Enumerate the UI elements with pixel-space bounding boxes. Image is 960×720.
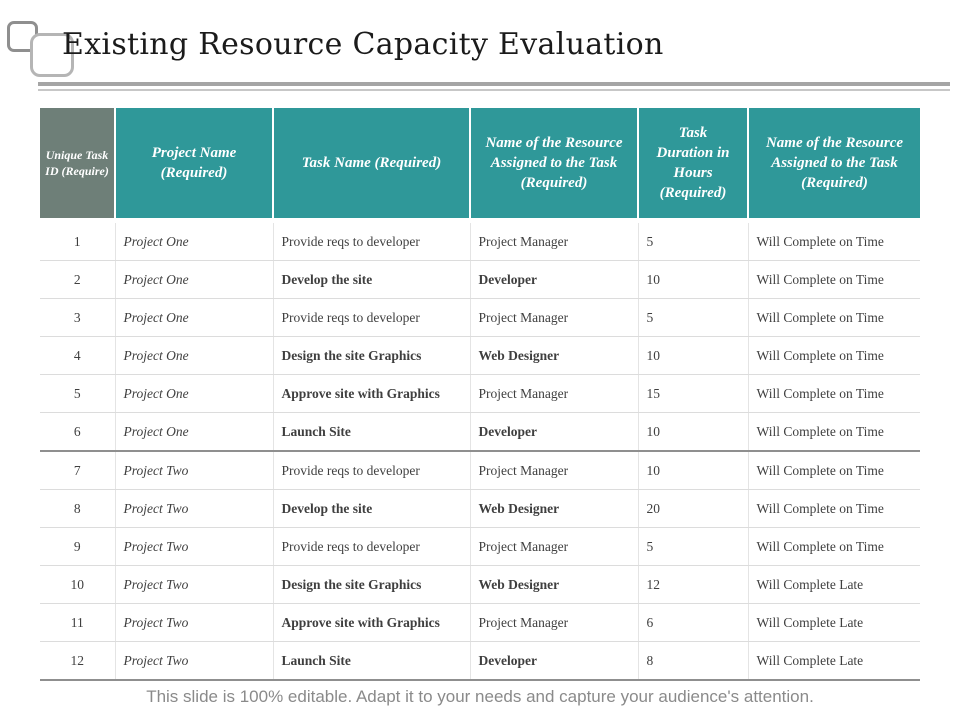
duration-cell: 8 — [638, 642, 748, 681]
project-name-cell: Project Two — [115, 490, 273, 528]
task-name-cell: Launch Site — [273, 642, 470, 681]
task-id-cell: 4 — [40, 337, 115, 375]
header-task-duration: Task Duration in Hours (Required) — [638, 108, 748, 221]
task-name-cell: Provide reqs to developer — [273, 528, 470, 566]
duration-cell: 12 — [638, 566, 748, 604]
status-cell: Will Complete Late — [748, 604, 920, 642]
header-task-name: Task Name (Required) — [273, 108, 470, 221]
task-name-cell: Approve site with Graphics — [273, 604, 470, 642]
table-row — [40, 375, 920, 413]
task-id-cell: 10 — [40, 566, 115, 604]
duration-cell: 10 — [638, 261, 748, 299]
table-row — [40, 604, 920, 642]
resource-cell: Project Manager — [470, 221, 638, 261]
project-name-cell: Project One — [115, 375, 273, 413]
table-row — [40, 299, 920, 337]
duration-cell: 5 — [638, 528, 748, 566]
table-row — [40, 337, 920, 375]
header-unique-task-id: Unique Task ID (Require) — [40, 108, 115, 221]
table-row — [40, 413, 920, 452]
project-name-cell: Project One — [115, 261, 273, 299]
project-name-cell: Project Two — [115, 604, 273, 642]
project-name-cell: Project Two — [115, 642, 273, 681]
overlapping-rounded-squares-icon — [0, 12, 60, 76]
editable-note: This slide is 100% editable. Adapt it to your needs and capture your audience's attention. — [146, 687, 814, 706]
project-name-cell: Project Two — [115, 451, 273, 490]
task-id-cell: 2 — [40, 261, 115, 299]
resource-cell: Web Designer — [470, 337, 638, 375]
task-id-cell: 11 — [40, 604, 115, 642]
status-cell: Will Complete on Time — [748, 528, 920, 566]
duration-cell: 20 — [638, 490, 748, 528]
project-name-cell: Project One — [115, 337, 273, 375]
project-name-cell: Project Two — [115, 528, 273, 566]
status-cell: Will Complete on Time — [748, 413, 920, 452]
resource-cell: Project Manager — [470, 604, 638, 642]
task-name-cell: Launch Site — [273, 413, 470, 452]
task-name-cell: Approve site with Graphics — [273, 375, 470, 413]
task-name-cell: Develop the site — [273, 261, 470, 299]
duration-cell: 6 — [638, 604, 748, 642]
task-id-cell: 7 — [40, 451, 115, 490]
page-title: Existing Resource Capacity Evaluation — [62, 27, 664, 62]
resource-cell: Web Designer — [470, 566, 638, 604]
duration-cell: 10 — [638, 413, 748, 452]
resource-cell: Web Designer — [470, 490, 638, 528]
status-cell: Will Complete on Time — [748, 337, 920, 375]
title-divider-thin — [38, 89, 950, 91]
resource-cell: Developer — [470, 642, 638, 681]
task-id-cell: 5 — [40, 375, 115, 413]
resource-cell: Project Manager — [470, 375, 638, 413]
task-id-cell: 8 — [40, 490, 115, 528]
project-name-cell: Project Two — [115, 566, 273, 604]
duration-cell: 15 — [638, 375, 748, 413]
table-header-row — [40, 108, 920, 221]
duration-cell: 10 — [638, 337, 748, 375]
resource-capacity-table — [40, 108, 920, 681]
project-name-cell: Project One — [115, 413, 273, 452]
status-cell: Will Complete on Time — [748, 451, 920, 490]
table-row — [40, 451, 920, 490]
status-cell: Will Complete on Time — [748, 490, 920, 528]
task-id-cell: 1 — [40, 221, 115, 261]
duration-cell: 5 — [638, 221, 748, 261]
task-id-cell: 9 — [40, 528, 115, 566]
task-name-cell: Provide reqs to developer — [273, 451, 470, 490]
header-resource-name: Name of the Resource Assigned to the Task (Required) — [470, 108, 638, 221]
title-divider-thick — [38, 82, 950, 86]
header-project-name: Project Name (Required) — [115, 108, 273, 221]
status-cell: Will Complete on Time — [748, 221, 920, 261]
table-row — [40, 221, 920, 261]
task-name-cell: Develop the site — [273, 490, 470, 528]
status-cell: Will Complete on Time — [748, 261, 920, 299]
resource-cell: Developer — [470, 413, 638, 452]
task-name-cell: Provide reqs to developer — [273, 299, 470, 337]
status-cell: Will Complete Late — [748, 642, 920, 681]
header-resource-name-2: Name of the Resource Assigned to the Task (Required) — [748, 108, 920, 221]
task-name-cell: Provide reqs to developer — [273, 221, 470, 261]
task-name-cell: Design the site Graphics — [273, 337, 470, 375]
task-name-cell: Design the site Graphics — [273, 566, 470, 604]
task-id-cell: 12 — [40, 642, 115, 681]
status-cell: Will Complete Late — [748, 566, 920, 604]
table-row — [40, 642, 920, 681]
resource-cell: Project Manager — [470, 299, 638, 337]
duration-cell: 5 — [638, 299, 748, 337]
resource-cell: Project Manager — [470, 528, 638, 566]
table-row — [40, 528, 920, 566]
status-cell: Will Complete on Time — [748, 299, 920, 337]
task-id-cell: 3 — [40, 299, 115, 337]
table-row — [40, 566, 920, 604]
table-row — [40, 490, 920, 528]
resource-cell: Developer — [470, 261, 638, 299]
resource-cell: Project Manager — [470, 451, 638, 490]
project-name-cell: Project One — [115, 299, 273, 337]
duration-cell: 10 — [638, 451, 748, 490]
project-name-cell: Project One — [115, 221, 273, 261]
table-row — [40, 261, 920, 299]
status-cell: Will Complete on Time — [748, 375, 920, 413]
task-id-cell: 6 — [40, 413, 115, 452]
